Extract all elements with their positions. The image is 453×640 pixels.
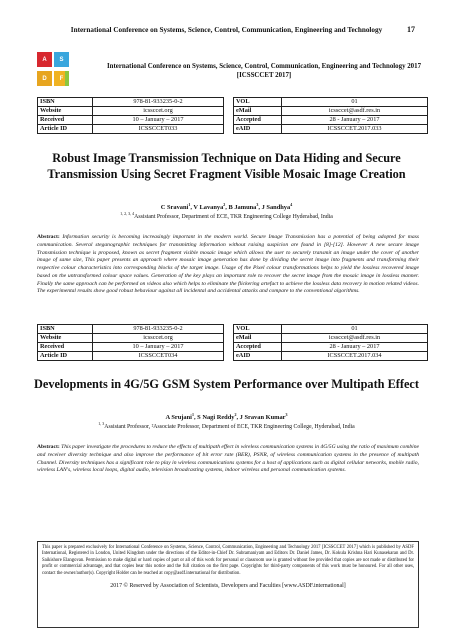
meta-row	[234, 352, 428, 361]
author-sup: 3	[256, 201, 259, 207]
paper1-meta-right	[233, 97, 428, 134]
meta-label: Received	[38, 116, 93, 125]
meta-row	[234, 98, 428, 107]
paper1-abstract	[37, 234, 419, 296]
logo-accent-bar	[65, 71, 69, 86]
meta-value: ICSSCCET034	[93, 352, 224, 361]
meta-value: 10 – January – 2017	[93, 343, 224, 352]
meta-value: 978-81-933235-0-2	[93, 325, 224, 334]
page-number: 17	[407, 25, 415, 34]
meta-row	[38, 343, 224, 352]
meta-value: ICSSCCET.2017.034	[282, 352, 428, 361]
logo-letter-a: A	[37, 52, 52, 67]
meta-row	[38, 325, 224, 334]
meta-label: eMail	[234, 107, 282, 116]
running-header	[0, 26, 453, 34]
meta-row	[38, 98, 224, 107]
meta-label: Article ID	[38, 125, 93, 134]
author-name: V Lavanya	[193, 204, 224, 211]
meta-value: 28 - January – 2017	[282, 343, 428, 352]
meta-label: eAID	[234, 352, 282, 361]
author-name: B Jamuna	[228, 204, 257, 211]
author-sup: 1	[191, 411, 194, 417]
affiliation-sup: 1, 2, 3, 4	[120, 211, 135, 217]
meta-row	[234, 107, 428, 116]
meta-label: VOL	[234, 325, 282, 334]
running-header-title: International Conference on Systems, Science, Control, Communication, Engineering and Technology	[70, 26, 383, 34]
author-name: S Nagi Reddy	[197, 414, 235, 421]
meta-value: icssccet@asdf.res.in	[282, 334, 428, 343]
meta-value: 01	[282, 98, 428, 107]
meta-label: Website	[38, 107, 93, 116]
copyright-line: 2017 © Reserved by Association of Scientists, Developers and Faculties [www.ASDF.international]	[110, 583, 346, 590]
paper2-title: Developments in 4G/5G GSM System Performance over Multipath Effect	[33, 377, 419, 391]
paper2-meta-left	[37, 324, 224, 361]
meta-row	[38, 334, 224, 343]
author-sup: 3	[285, 411, 288, 417]
paper2-affiliation	[20, 423, 433, 431]
logo-letter-s: S	[54, 52, 69, 67]
copyright-notice-box	[37, 541, 419, 628]
author-sup: 2	[234, 411, 237, 417]
paper2-authors: A Srujani$^1$, S Nagi Reddy$^2$, J Sravan Kumar$^3$	[165, 411, 288, 421]
affiliation-text: Assistant Professor, ²Associate Professor, Department of ECE, TKR Engineering College, Hyderabad, India	[104, 424, 355, 430]
meta-row	[234, 334, 428, 343]
meta-label: ISBN	[38, 98, 93, 107]
abstract-text: This paper investigate the procedures to reduce the effects of multipath effect in wireless communication systems in 4G/5G using the ratio of maximum combine and receiver diversity technique and also improve the performance of bit error rate (BER), PSNR, of wireless communication systems in the presence of multipath Channel. Diversity techniques has a significant role to play in wireless communications systems for a host of applications such as digital cellular networks, mobile radio, wireless LAN's, wireless local loops, digital audio, television broadcasting systems, indoor wireless and personal communication systems.	[37, 444, 419, 474]
meta-value: icssccet.org	[93, 107, 224, 116]
abstract-label: Abstract:	[37, 234, 60, 240]
meta-label: Accepted	[234, 116, 282, 125]
meta-row	[234, 116, 428, 125]
logo-letter-f	[54, 71, 69, 86]
abstract-label: Abstract:	[37, 444, 60, 450]
meta-label: Website	[38, 334, 93, 343]
paper2-abstract	[37, 444, 419, 475]
abstract-text: Information security is becoming increasingly important in the modern world. Secure Image Transmission has a potential of being adopted for mass communication. Several steganographic techniques for transmitting information without raising suspicion are found in [8]-[12]. However A new secure image Transmission technique is proposed, known as secret fragment visible mosaic image which allows the user to securely transmit an image under the cover of another image of same size, This paper presents an approach where mosaic image generation has done by dividing the secret image into fragments and transforming their respective colour characteristics into corresponding blocks of the target image. Usage of the Pixel colour transformations helps to yield the lossless recovered image based on the untransformed colour space values. Generation of the key plays an important role to recover the secret image from the mosaic image in lossless manner. Finally the same approach can be performed on videos also which helps to eliminate the flickering artefact to achieve the lossless data recovery in motion related videos. The experimental results show good robust behaviour against all incidental and accidental attacks and compare to the conventional algorithms.	[37, 234, 419, 295]
meta-row	[38, 107, 224, 116]
author-name: C Sravani	[160, 204, 189, 211]
meta-label: eAID	[234, 125, 282, 134]
meta-row	[234, 325, 428, 334]
meta-value: 10 – January – 2017	[93, 116, 224, 125]
author-sup: 4	[290, 201, 293, 207]
meta-label: Article ID	[38, 352, 93, 361]
meta-value: 01	[282, 325, 428, 334]
meta-label: eMail	[234, 334, 282, 343]
paper1-meta-left	[37, 97, 224, 134]
meta-label: Accepted	[234, 343, 282, 352]
author-sup: 2	[223, 201, 226, 207]
affiliation-text: Assistant Professor, Department of ECE, TKR Engineering College Hyderabad, India	[134, 214, 333, 220]
author-name: J Sandhya	[261, 204, 291, 211]
meta-row	[234, 125, 428, 134]
logo-letter-f-text: F	[59, 75, 64, 82]
meta-row	[38, 352, 224, 361]
meta-value: icssccet.org	[93, 334, 224, 343]
meta-value: icssccet@asdf.res.in	[282, 107, 428, 116]
meta-value: ICSSCCET033	[93, 125, 224, 134]
affiliation-sup: 1, 3	[98, 421, 105, 427]
paper2-meta-right	[233, 324, 428, 361]
author-sup: 1	[188, 201, 191, 207]
author-name: J Sravan Kumar	[239, 414, 286, 421]
meta-value: ICSSCCET.2017.033	[282, 125, 428, 134]
notice-text: This paper is prepared exclusively for International Conference on Systems, Science, Control, Communication, Engineering and Technology 2017 [ICSSCCET 2017] which is published by ASDF International, Registered in London, United Kingdom under the directions of the Editor-in-Chief Dr. Subramaniyam and Editors Dr. Daniel James, Dr. Kokula Krishna Hari Kunasekaran and Dr. Saikishore Elangovan. Permission to make digital or hard copies of part or all of this work for personal or classroom use is granted without fee provided that copies are not made or distributed for profit or commercial advantage, and that copies bear this notice and the full citation on the first page. Copyrights for third-party components of this work must be honoured. For all other uses, contact the owner/author(s). Copyright Holder can be reached at copy@asdf.international for distribution.	[42, 545, 414, 576]
logo-letter-d: D	[37, 71, 52, 86]
paper1-authors: C Sravani$^1$, V Lavanya$^2$, B Jamuna$^3$, J Sandhya$^4$	[160, 201, 293, 211]
meta-label: Received	[38, 343, 93, 352]
paper1-affiliation	[20, 213, 433, 221]
author-name: A Srujani	[165, 414, 192, 421]
meta-value: 978-81-933235-0-2	[93, 98, 224, 107]
asdf-logo	[37, 52, 73, 88]
meta-label: VOL	[234, 98, 282, 107]
meta-label: ISBN	[38, 325, 93, 334]
meta-value: 28 - January – 2017	[282, 116, 428, 125]
meta-row	[38, 125, 224, 134]
conference-title: International Conference on Systems, Science, Control, Communication, Engineering and Technology 2017 [ICSSCCET 2017]	[106, 63, 422, 79]
paper1-title: Robust Image Transmission Technique on Data Hiding and Secure Transmission Using Secret Fragment Visible Mosaic Image Creation	[47, 151, 406, 181]
meta-row	[234, 343, 428, 352]
meta-row	[38, 116, 224, 125]
